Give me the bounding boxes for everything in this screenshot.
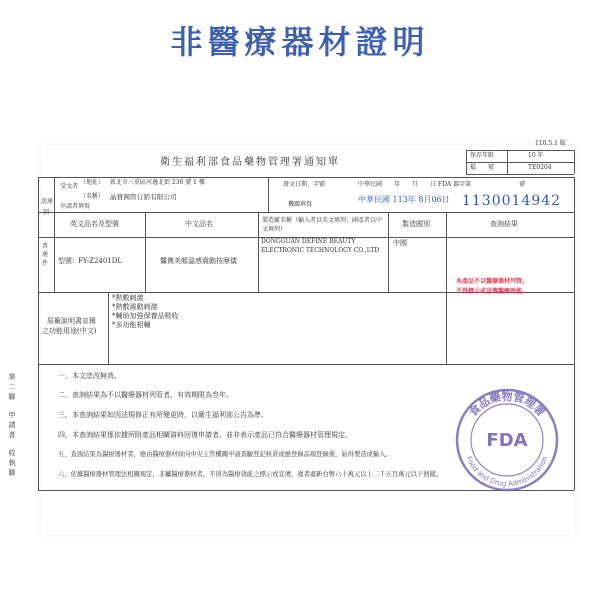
address-tag: （地址）	[80, 179, 105, 186]
side-char: 執	[8, 459, 16, 467]
side-char: 第	[8, 373, 16, 381]
side-char: 聯	[8, 393, 16, 401]
side-char: 聯	[8, 469, 16, 477]
chinese-product-name: 馨寶美顏溫感震動按摩儀	[160, 257, 237, 265]
side-char: 者	[8, 431, 16, 439]
seal-center-text: FDA	[486, 430, 528, 451]
applicant-name: 晶寶國際行銷有限公司	[110, 193, 177, 201]
page-headline: 非醫療器材證明	[170, 23, 430, 61]
col-result: 查詢結果	[490, 220, 518, 228]
retention-label: 保存年限	[470, 152, 495, 159]
result-line-2: 不得標示或宣傳醫療效能。	[456, 288, 529, 295]
side-char: 收	[8, 449, 16, 457]
applicant-code-label: 申請者填寫	[60, 203, 91, 210]
manufacturer-line-2: ELECTRONIC TECHNOLOGY CO.,LTD	[261, 247, 380, 254]
seal-bottom-text: Food and Drug Administration	[464, 455, 550, 489]
col-country: 製造國別	[402, 220, 430, 228]
notice-line: 二、查詢結果為不以醫療器材列管者，有效期限為叁年。	[58, 391, 233, 399]
issue-date-written: 中華民國 113年 8月06日	[358, 195, 450, 204]
addressee-label: 受文者	[60, 183, 79, 190]
model-label: 型號：	[58, 257, 79, 265]
agency-label: 機關填寫	[288, 201, 313, 208]
notice-line: 三、本查詢結果如因法規修正有所變更時，以衛生福利部公告為準。	[58, 411, 268, 419]
claimed-use: *熱敷震動刺激	[112, 303, 158, 311]
notice-line: 五、查詢結果為醫療器材者，應由醫療器材商向中央主管機關申請查驗登記核准或應登錄品項登錄後，始得製造或輸入。	[58, 451, 392, 458]
result-line-1: 本產品不以醫療器材列管。	[456, 278, 529, 285]
uses-label-line-2: 之功能用途(中文)	[42, 327, 97, 335]
claimed-use: *多功能相輔	[112, 321, 151, 329]
file-no-label: 檔 號	[470, 164, 495, 171]
address-value: 新北市三重區河邊北街 236 號 1 樓	[110, 179, 205, 186]
manufacturer-line-1: DONGGUAN DEFINE BEAUTY	[261, 238, 356, 245]
issue-date-label: 發文日期、字號	[283, 181, 326, 188]
name-tag: （名稱）	[80, 193, 105, 200]
retention-value: 10 年	[528, 152, 544, 159]
col-chinese-name: 中文品名	[185, 220, 213, 228]
notice-line: 四、本查詢結果係依據所附產品相關資料回復申請者，並非表示產品已符合醫療器材管理規定。	[58, 431, 352, 439]
col-english-name: 英文品名及型號	[70, 220, 119, 228]
row-category: 普通件	[42, 243, 49, 267]
side-char: 二	[8, 383, 16, 391]
notice-line: 六、依據醫療器材管理法相關規定，非屬醫療器材者，不得為醫療效能之標示或宣傳，違者處新台幣六十萬元以上二千五百萬元以下罰鍰。	[58, 471, 443, 478]
date-template: 中華民國 年 月 日 FDA 器字第 號	[358, 181, 526, 188]
delivery-sub: 別	[43, 209, 50, 216]
form-title: 衛生福利部食品藥物管理署通知單	[160, 157, 340, 168]
claimed-use: *熱敷刺激	[112, 294, 144, 302]
form-version: 110.5.1 版	[535, 140, 566, 147]
model-value: FY-Z2401DL	[78, 257, 123, 265]
seal-agency-text: 食品藥物管理署	[466, 390, 548, 419]
file-no-value: TE0204	[528, 164, 552, 171]
fda-seal-icon	[452, 385, 562, 495]
claimed-use: *輔助加強保養品吸收	[112, 312, 179, 320]
col-manufacturer: 製造廠名稱（輸入者以英文填列；國產者以中文填列）	[262, 217, 383, 233]
document-number: 1130014942	[462, 193, 562, 209]
delivery-label: 送達	[41, 198, 54, 205]
uses-label-line-1: 原廠說明書宣稱	[47, 317, 96, 325]
notice-line: 一、本文塗改無效。	[58, 372, 121, 380]
side-char: 請	[8, 421, 16, 429]
side-char: 申	[8, 411, 16, 419]
manufacturing-country: 中國	[393, 239, 407, 247]
